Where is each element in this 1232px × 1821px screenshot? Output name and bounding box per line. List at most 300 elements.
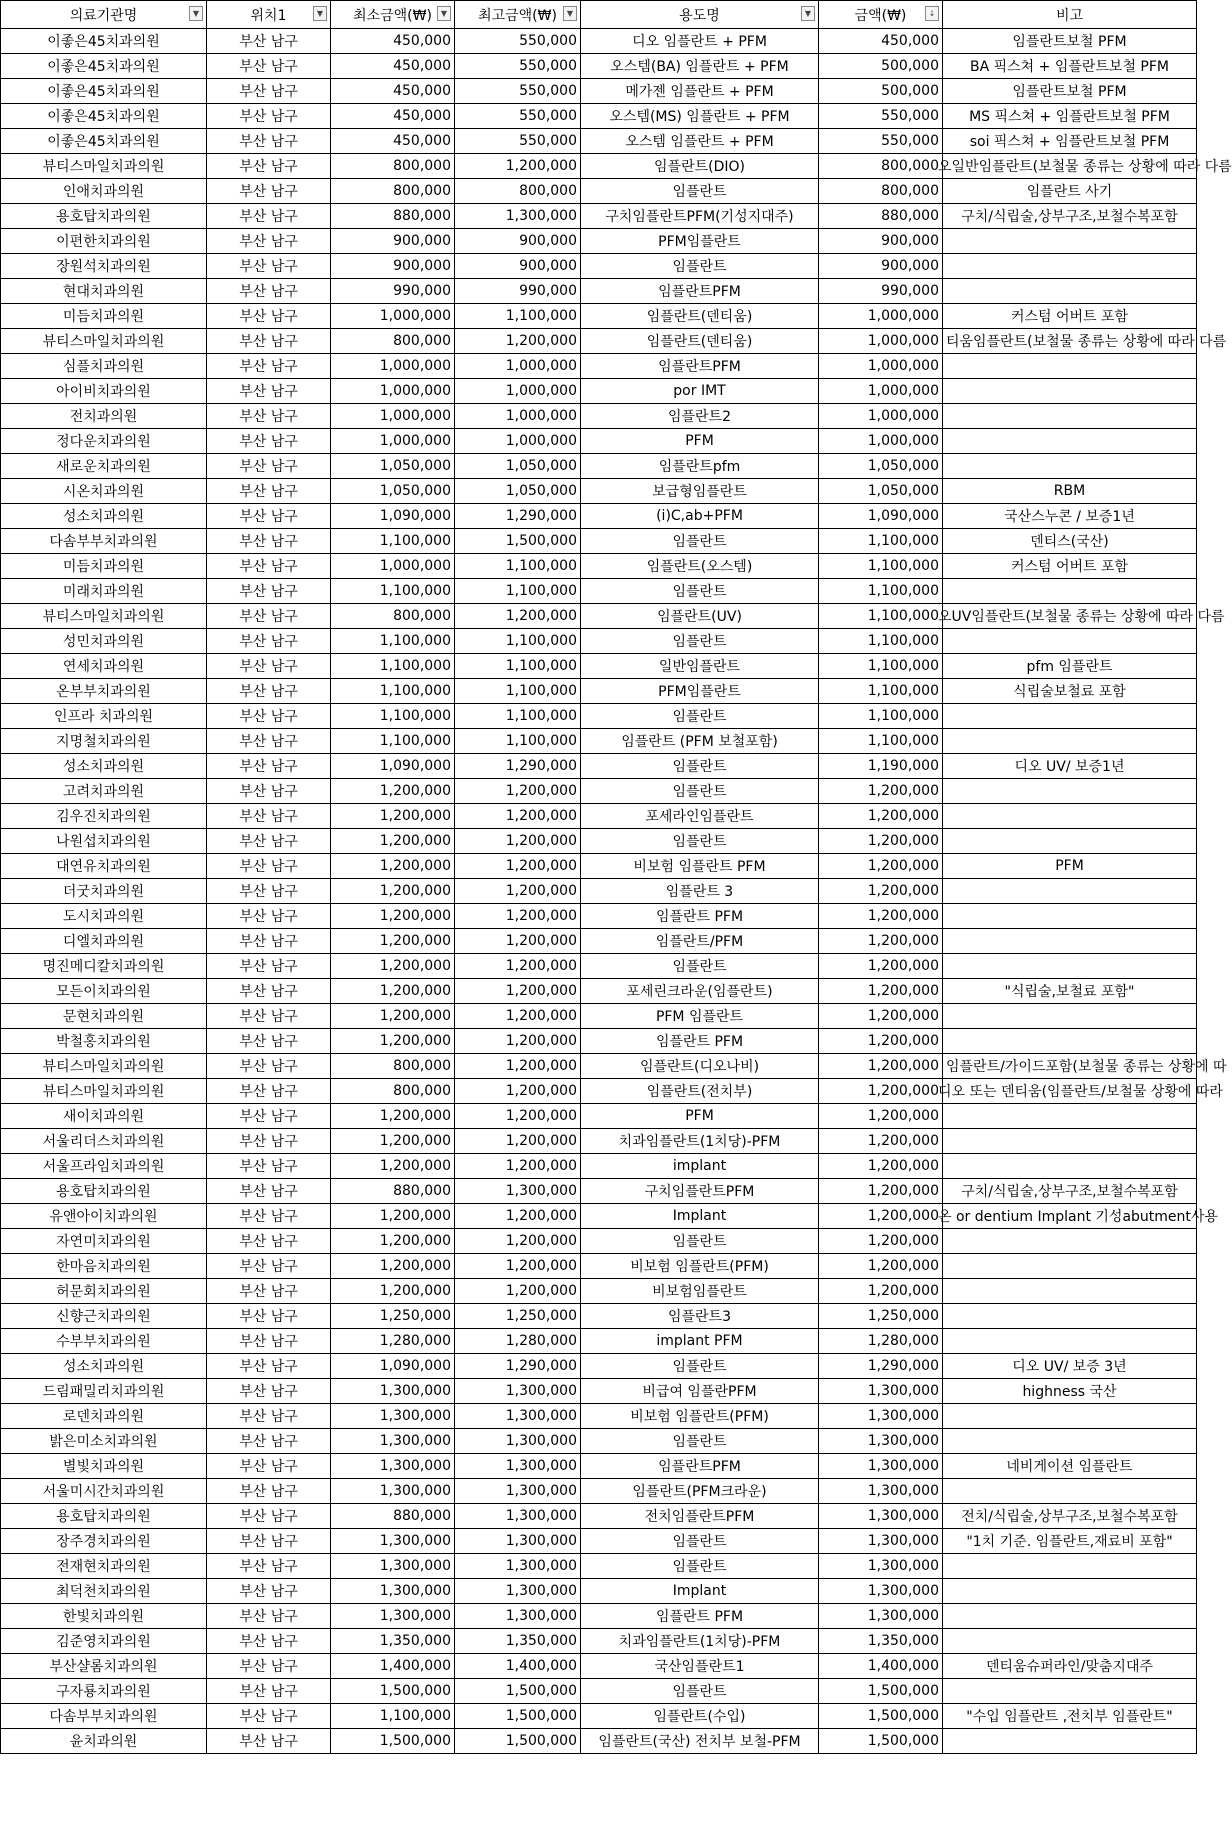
cell-amount[interactable]: 990,000 [819,279,943,304]
cell-min-amount[interactable]: 1,000,000 [331,379,455,404]
cell-min-amount[interactable]: 1,100,000 [331,529,455,554]
cell-max-amount[interactable]: 1,000,000 [455,354,581,379]
cell-max-amount[interactable]: 1,050,000 [455,454,581,479]
cell-usage-name[interactable]: 임플란트 [581,1229,819,1254]
cell-amount[interactable]: 450,000 [819,29,943,54]
cell-max-amount[interactable]: 550,000 [455,129,581,154]
cell-remarks[interactable] [943,1404,1197,1429]
cell-min-amount[interactable]: 1,300,000 [331,1479,455,1504]
cell-max-amount[interactable]: 1,280,000 [455,1329,581,1354]
cell-usage-name[interactable]: 임플란트 PFM [581,1029,819,1054]
cell-min-amount[interactable]: 1,350,000 [331,1629,455,1654]
cell-usage-name[interactable]: 임플란트PFM [581,354,819,379]
cell-amount[interactable]: 1,500,000 [819,1679,943,1704]
cell-remarks[interactable] [943,1629,1197,1654]
cell-remarks[interactable] [943,729,1197,754]
cell-min-amount[interactable]: 450,000 [331,29,455,54]
cell-usage-name[interactable]: 임플란트 [581,754,819,779]
cell-remarks[interactable]: 식립술보철료 포함 [943,679,1197,704]
cell-usage-name[interactable]: 임플란트(전치부) [581,1079,819,1104]
cell-min-amount[interactable]: 1,200,000 [331,879,455,904]
cell-institution-name[interactable]: 뷰티스마일치과의원 [1,1054,207,1079]
cell-max-amount[interactable]: 1,300,000 [455,1554,581,1579]
cell-amount[interactable]: 1,250,000 [819,1304,943,1329]
cell-max-amount[interactable]: 550,000 [455,29,581,54]
cell-remarks[interactable] [943,904,1197,929]
column-header-min-amount[interactable] [331,1,455,29]
cell-max-amount[interactable]: 1,200,000 [455,879,581,904]
cell-institution-name[interactable]: 모든이치과의원 [1,979,207,1004]
cell-max-amount[interactable]: 1,500,000 [455,1729,581,1754]
cell-usage-name[interactable]: 보급형임플란트 [581,479,819,504]
cell-institution-name[interactable]: 현대치과의원 [1,279,207,304]
cell-remarks[interactable]: 오일반임플란트(보철물 종류는 상황에 따라 다름 [943,154,1197,179]
cell-location[interactable]: 부산 남구 [207,104,331,129]
cell-remarks[interactable]: 임플란트보철 PFM [943,29,1197,54]
cell-institution-name[interactable]: 나원섭치과의원 [1,829,207,854]
cell-location[interactable]: 부산 남구 [207,1704,331,1729]
cell-usage-name[interactable]: 임플란트 [581,779,819,804]
cell-institution-name[interactable]: 로덴치과의원 [1,1404,207,1429]
cell-max-amount[interactable]: 1,200,000 [455,1004,581,1029]
cell-institution-name[interactable]: 시온치과의원 [1,479,207,504]
cell-remarks[interactable] [943,1104,1197,1129]
cell-remarks[interactable]: "1치 기준. 임플란트,재료비 포함" [943,1529,1197,1554]
cell-usage-name[interactable]: PFM임플란트 [581,679,819,704]
cell-max-amount[interactable]: 800,000 [455,179,581,204]
cell-remarks[interactable] [943,354,1197,379]
cell-location[interactable]: 부산 남구 [207,704,331,729]
cell-min-amount[interactable]: 1,300,000 [331,1454,455,1479]
cell-location[interactable]: 부산 남구 [207,1504,331,1529]
cell-usage-name[interactable]: 구치임플란트PFM(기성지대주) [581,204,819,229]
cell-remarks[interactable] [943,1279,1197,1304]
cell-usage-name[interactable]: 임플란트 [581,829,819,854]
cell-remarks[interactable] [943,804,1197,829]
cell-min-amount[interactable]: 1,100,000 [331,629,455,654]
filter-dropdown-icon[interactable]: ▼ [563,6,577,21]
cell-min-amount[interactable]: 450,000 [331,104,455,129]
cell-amount[interactable]: 1,300,000 [819,1504,943,1529]
cell-usage-name[interactable]: (i)C,ab+PFM [581,504,819,529]
cell-institution-name[interactable]: 성소치과의원 [1,754,207,779]
cell-remarks[interactable] [943,929,1197,954]
cell-institution-name[interactable]: 이편한치과의원 [1,229,207,254]
cell-institution-name[interactable]: 다솜부부치과의원 [1,1704,207,1729]
cell-institution-name[interactable]: 성소치과의원 [1,1354,207,1379]
cell-remarks[interactable] [943,279,1197,304]
cell-amount[interactable]: 1,100,000 [819,654,943,679]
cell-institution-name[interactable]: 미래치과의원 [1,579,207,604]
cell-min-amount[interactable]: 900,000 [331,254,455,279]
cell-remarks[interactable]: 구치/식립술,상부구조,보철수복포함 [943,204,1197,229]
cell-max-amount[interactable]: 1,290,000 [455,754,581,779]
cell-location[interactable]: 부산 남구 [207,1429,331,1454]
cell-location[interactable]: 부산 남구 [207,654,331,679]
cell-max-amount[interactable]: 550,000 [455,104,581,129]
cell-min-amount[interactable]: 1,100,000 [331,729,455,754]
cell-location[interactable]: 부산 남구 [207,954,331,979]
cell-institution-name[interactable]: 이좋은45치과의원 [1,129,207,154]
cell-location[interactable]: 부산 남구 [207,1279,331,1304]
cell-usage-name[interactable]: 임플란트 [581,179,819,204]
cell-remarks[interactable] [943,1029,1197,1054]
cell-min-amount[interactable]: 1,100,000 [331,654,455,679]
cell-amount[interactable]: 1,100,000 [819,704,943,729]
cell-max-amount[interactable]: 990,000 [455,279,581,304]
cell-remarks[interactable]: 디오 또는 덴티움(임플란트/보철물 상황에 따라 [943,1079,1197,1104]
cell-remarks[interactable] [943,829,1197,854]
cell-min-amount[interactable]: 1,200,000 [331,1004,455,1029]
filter-dropdown-icon[interactable]: ▼ [801,6,815,21]
cell-remarks[interactable] [943,954,1197,979]
cell-remarks[interactable] [943,1254,1197,1279]
cell-institution-name[interactable]: 새로운치과의원 [1,454,207,479]
cell-usage-name[interactable]: por IMT [581,379,819,404]
cell-usage-name[interactable]: 임플란트(디오나비) [581,1054,819,1079]
cell-amount[interactable]: 1,200,000 [819,929,943,954]
cell-usage-name[interactable]: 임플란트 (PFM 보철포함) [581,729,819,754]
cell-usage-name[interactable]: 일반임플란트 [581,654,819,679]
cell-institution-name[interactable]: 서울프라임치과의원 [1,1154,207,1179]
cell-institution-name[interactable]: 뷰티스마일치과의원 [1,329,207,354]
cell-institution-name[interactable]: 성소치과의원 [1,504,207,529]
cell-location[interactable]: 부산 남구 [207,1079,331,1104]
cell-min-amount[interactable]: 880,000 [331,204,455,229]
cell-usage-name[interactable]: 임플란트 [581,579,819,604]
cell-institution-name[interactable]: 인프라 치과의원 [1,704,207,729]
cell-max-amount[interactable]: 1,300,000 [455,204,581,229]
cell-remarks[interactable]: RBM [943,479,1197,504]
cell-max-amount[interactable]: 1,200,000 [455,1229,581,1254]
cell-min-amount[interactable]: 1,090,000 [331,1354,455,1379]
cell-max-amount[interactable]: 1,000,000 [455,404,581,429]
cell-amount[interactable]: 1,300,000 [819,1479,943,1504]
cell-min-amount[interactable]: 1,300,000 [331,1604,455,1629]
cell-min-amount[interactable]: 880,000 [331,1179,455,1204]
cell-location[interactable]: 부산 남구 [207,1029,331,1054]
cell-usage-name[interactable]: 임플란트 [581,629,819,654]
filter-dropdown-icon[interactable]: ↓ [925,6,939,21]
cell-remarks[interactable]: highness 국산 [943,1379,1197,1404]
cell-max-amount[interactable]: 1,300,000 [455,1529,581,1554]
cell-max-amount[interactable]: 1,350,000 [455,1629,581,1654]
cell-institution-name[interactable]: 문현치과의원 [1,1004,207,1029]
cell-remarks[interactable]: 디오 UV/ 보증 3년 [943,1354,1197,1379]
cell-remarks[interactable] [943,454,1197,479]
cell-min-amount[interactable]: 1,200,000 [331,829,455,854]
cell-amount[interactable]: 1,050,000 [819,454,943,479]
cell-remarks[interactable] [943,629,1197,654]
cell-remarks[interactable] [943,229,1197,254]
cell-max-amount[interactable]: 1,200,000 [455,1129,581,1154]
cell-max-amount[interactable]: 1,300,000 [455,1604,581,1629]
cell-remarks[interactable]: soi 픽스쳐 + 임플란트보철 PFM [943,129,1197,154]
cell-max-amount[interactable]: 1,000,000 [455,429,581,454]
cell-location[interactable]: 부산 남구 [207,1154,331,1179]
cell-location[interactable]: 부산 남구 [207,1654,331,1679]
cell-institution-name[interactable]: 용호탑치과의원 [1,1504,207,1529]
cell-usage-name[interactable]: 전치임플란트PFM [581,1504,819,1529]
cell-location[interactable]: 부산 남구 [207,604,331,629]
cell-remarks[interactable] [943,1554,1197,1579]
cell-institution-name[interactable]: 장원석치과의원 [1,254,207,279]
cell-max-amount[interactable]: 1,200,000 [455,1079,581,1104]
cell-usage-name[interactable]: 임플란트(PFM크라운) [581,1479,819,1504]
cell-max-amount[interactable]: 900,000 [455,229,581,254]
cell-amount[interactable]: 550,000 [819,104,943,129]
cell-min-amount[interactable]: 1,100,000 [331,679,455,704]
cell-remarks[interactable]: 전치/식립술,상부구조,보철수복포함 [943,1504,1197,1529]
cell-remarks[interactable] [943,1429,1197,1454]
cell-amount[interactable]: 1,300,000 [819,1604,943,1629]
cell-usage-name[interactable]: 비보험 임플란트 PFM [581,854,819,879]
cell-amount[interactable]: 1,200,000 [819,1254,943,1279]
cell-usage-name[interactable]: 치과임플란트(1치당)-PFM [581,1629,819,1654]
cell-min-amount[interactable]: 1,090,000 [331,754,455,779]
cell-amount[interactable]: 1,050,000 [819,479,943,504]
cell-location[interactable]: 부산 남구 [207,1479,331,1504]
cell-institution-name[interactable]: 이좋은45치과의원 [1,54,207,79]
cell-location[interactable]: 부산 남구 [207,54,331,79]
cell-remarks[interactable] [943,1229,1197,1254]
cell-min-amount[interactable]: 1,500,000 [331,1729,455,1754]
cell-amount[interactable]: 500,000 [819,54,943,79]
cell-min-amount[interactable]: 1,100,000 [331,704,455,729]
cell-max-amount[interactable]: 1,100,000 [455,679,581,704]
cell-min-amount[interactable]: 1,250,000 [331,1304,455,1329]
cell-min-amount[interactable]: 800,000 [331,329,455,354]
cell-remarks[interactable] [943,879,1197,904]
cell-min-amount[interactable]: 800,000 [331,604,455,629]
cell-remarks[interactable] [943,429,1197,454]
cell-amount[interactable]: 1,100,000 [819,629,943,654]
cell-min-amount[interactable]: 1,200,000 [331,1154,455,1179]
cell-min-amount[interactable]: 1,200,000 [331,1279,455,1304]
cell-amount[interactable]: 1,200,000 [819,1154,943,1179]
cell-max-amount[interactable]: 1,200,000 [455,929,581,954]
cell-amount[interactable]: 1,000,000 [819,404,943,429]
cell-amount[interactable]: 1,100,000 [819,729,943,754]
cell-min-amount[interactable]: 1,300,000 [331,1404,455,1429]
cell-amount[interactable]: 1,000,000 [819,329,943,354]
cell-amount[interactable]: 1,090,000 [819,504,943,529]
cell-location[interactable]: 부산 남구 [207,979,331,1004]
cell-min-amount[interactable]: 1,050,000 [331,454,455,479]
cell-amount[interactable]: 1,300,000 [819,1529,943,1554]
cell-institution-name[interactable]: 한마음치과의원 [1,1254,207,1279]
cell-institution-name[interactable]: 지명철치과의원 [1,729,207,754]
cell-min-amount[interactable]: 1,500,000 [331,1679,455,1704]
cell-max-amount[interactable]: 1,300,000 [455,1379,581,1404]
cell-usage-name[interactable]: PFM 임플란트 [581,1004,819,1029]
cell-location[interactable]: 부산 남구 [207,504,331,529]
cell-min-amount[interactable]: 800,000 [331,154,455,179]
cell-amount[interactable]: 550,000 [819,129,943,154]
cell-min-amount[interactable]: 1,200,000 [331,929,455,954]
cell-location[interactable]: 부산 남구 [207,679,331,704]
cell-remarks[interactable] [943,579,1197,604]
cell-usage-name[interactable]: 국산임플란트1 [581,1654,819,1679]
cell-max-amount[interactable]: 1,100,000 [455,704,581,729]
cell-remarks[interactable] [943,1129,1197,1154]
cell-max-amount[interactable]: 1,200,000 [455,329,581,354]
cell-min-amount[interactable]: 800,000 [331,179,455,204]
cell-remarks[interactable] [943,1154,1197,1179]
cell-amount[interactable]: 1,200,000 [819,829,943,854]
cell-min-amount[interactable]: 1,200,000 [331,1104,455,1129]
cell-remarks[interactable] [943,1479,1197,1504]
cell-usage-name[interactable]: 임플란트pfm [581,454,819,479]
cell-institution-name[interactable]: 아이비치과의원 [1,379,207,404]
cell-amount[interactable]: 1,200,000 [819,979,943,1004]
cell-usage-name[interactable]: 오스템(MS) 임플란트 + PFM [581,104,819,129]
cell-max-amount[interactable]: 1,200,000 [455,1104,581,1129]
cell-min-amount[interactable]: 1,200,000 [331,979,455,1004]
cell-location[interactable]: 부산 남구 [207,1454,331,1479]
cell-remarks[interactable] [943,779,1197,804]
cell-location[interactable]: 부산 남구 [207,829,331,854]
cell-location[interactable]: 부산 남구 [207,1604,331,1629]
cell-institution-name[interactable]: 더굿치과의원 [1,879,207,904]
cell-institution-name[interactable]: 윤치과의원 [1,1729,207,1754]
cell-institution-name[interactable]: 김준영치과의원 [1,1629,207,1654]
cell-amount[interactable]: 1,100,000 [819,679,943,704]
cell-institution-name[interactable]: 서울리더스치과의원 [1,1129,207,1154]
cell-usage-name[interactable]: 임플란트 PFM [581,904,819,929]
cell-remarks[interactable]: 덴티스(국산) [943,529,1197,554]
cell-usage-name[interactable]: 임플란트PFM [581,279,819,304]
cell-min-amount[interactable]: 450,000 [331,79,455,104]
cell-usage-name[interactable]: 임플란트(오스템) [581,554,819,579]
column-header-location[interactable] [207,1,331,29]
cell-usage-name[interactable]: 디오 임플란트 + PFM [581,29,819,54]
cell-max-amount[interactable]: 1,100,000 [455,304,581,329]
cell-usage-name[interactable]: 임플란트 PFM [581,1604,819,1629]
cell-amount[interactable]: 1,200,000 [819,1204,943,1229]
cell-location[interactable]: 부산 남구 [207,1204,331,1229]
cell-max-amount[interactable]: 1,200,000 [455,904,581,929]
cell-min-amount[interactable]: 1,200,000 [331,1229,455,1254]
cell-remarks[interactable]: 임플란트 사기 [943,179,1197,204]
cell-usage-name[interactable]: 비급여 임플란PFM [581,1379,819,1404]
cell-remarks[interactable]: 구치/식립술,상부구조,보철수복포함 [943,1179,1197,1204]
cell-institution-name[interactable]: 한빛치과의원 [1,1604,207,1629]
cell-usage-name[interactable]: 임플란트 [581,954,819,979]
cell-location[interactable]: 부산 남구 [207,1554,331,1579]
cell-max-amount[interactable]: 1,100,000 [455,729,581,754]
cell-location[interactable]: 부산 남구 [207,754,331,779]
cell-amount[interactable]: 1,200,000 [819,1054,943,1079]
cell-max-amount[interactable]: 1,200,000 [455,1204,581,1229]
cell-usage-name[interactable]: PFM [581,1104,819,1129]
cell-min-amount[interactable]: 1,200,000 [331,954,455,979]
cell-min-amount[interactable]: 1,000,000 [331,354,455,379]
cell-location[interactable]: 부산 남구 [207,1304,331,1329]
cell-usage-name[interactable]: 임플란트 [581,529,819,554]
cell-institution-name[interactable]: 인애치과의원 [1,179,207,204]
cell-amount[interactable]: 1,000,000 [819,354,943,379]
cell-location[interactable]: 부산 남구 [207,1729,331,1754]
cell-remarks[interactable] [943,1004,1197,1029]
cell-remarks[interactable] [943,1729,1197,1754]
cell-location[interactable]: 부산 남구 [207,879,331,904]
cell-usage-name[interactable]: Implant [581,1204,819,1229]
cell-remarks[interactable] [943,1304,1197,1329]
cell-amount[interactable]: 1,100,000 [819,579,943,604]
cell-location[interactable]: 부산 남구 [207,204,331,229]
cell-location[interactable]: 부산 남구 [207,904,331,929]
cell-amount[interactable]: 1,200,000 [819,1029,943,1054]
cell-institution-name[interactable]: 전재현치과의원 [1,1554,207,1579]
cell-usage-name[interactable]: 임플란트(덴티움) [581,304,819,329]
cell-remarks[interactable]: "식립술,보철료 포함" [943,979,1197,1004]
cell-institution-name[interactable]: 정다운치과의원 [1,429,207,454]
cell-amount[interactable]: 1,200,000 [819,1079,943,1104]
cell-max-amount[interactable]: 1,200,000 [455,804,581,829]
cell-max-amount[interactable]: 1,300,000 [455,1404,581,1429]
cell-remarks[interactable]: 임플란트/가이드포함(보철물 종류는 상황에 따 [943,1054,1197,1079]
cell-amount[interactable]: 1,200,000 [819,854,943,879]
cell-remarks[interactable] [943,1604,1197,1629]
cell-amount[interactable]: 1,500,000 [819,1704,943,1729]
cell-institution-name[interactable]: 미듬치과의원 [1,554,207,579]
cell-institution-name[interactable]: 다솜부부치과의원 [1,529,207,554]
cell-min-amount[interactable]: 1,300,000 [331,1579,455,1604]
cell-location[interactable]: 부산 남구 [207,304,331,329]
cell-amount[interactable]: 1,200,000 [819,1129,943,1154]
cell-min-amount[interactable]: 1,300,000 [331,1379,455,1404]
cell-min-amount[interactable]: 1,200,000 [331,1204,455,1229]
cell-usage-name[interactable]: 임플란트2 [581,404,819,429]
cell-institution-name[interactable]: 도시치과의원 [1,904,207,929]
cell-max-amount[interactable]: 1,300,000 [455,1479,581,1504]
cell-usage-name[interactable]: implant PFM [581,1329,819,1354]
cell-min-amount[interactable]: 990,000 [331,279,455,304]
cell-remarks[interactable]: 티움임플란트(보철물 종류는 상황에 따라 다름 [943,329,1197,354]
cell-location[interactable]: 부산 남구 [207,1629,331,1654]
filter-dropdown-icon[interactable]: ▼ [313,6,327,21]
cell-institution-name[interactable]: 이좋은45치과의원 [1,104,207,129]
cell-max-amount[interactable]: 1,400,000 [455,1654,581,1679]
cell-institution-name[interactable]: 이좋은45치과의원 [1,29,207,54]
cell-max-amount[interactable]: 1,500,000 [455,1679,581,1704]
cell-max-amount[interactable]: 1,500,000 [455,529,581,554]
cell-usage-name[interactable]: 임플란트(국산) 전치부 보철-PFM [581,1729,819,1754]
cell-location[interactable]: 부산 남구 [207,929,331,954]
cell-max-amount[interactable]: 1,200,000 [455,1279,581,1304]
cell-amount[interactable]: 1,400,000 [819,1654,943,1679]
cell-location[interactable]: 부산 남구 [207,404,331,429]
cell-usage-name[interactable]: PFM임플란트 [581,229,819,254]
cell-max-amount[interactable]: 1,200,000 [455,1254,581,1279]
cell-usage-name[interactable]: 치과임플란트(1치당)-PFM [581,1129,819,1154]
cell-amount[interactable]: 1,200,000 [819,1004,943,1029]
column-header-max-amount[interactable] [455,1,581,29]
cell-amount[interactable]: 800,000 [819,179,943,204]
cell-institution-name[interactable]: 밝은미소치과의원 [1,1429,207,1454]
cell-max-amount[interactable]: 1,100,000 [455,579,581,604]
cell-usage-name[interactable]: 임플란트 [581,1554,819,1579]
cell-usage-name[interactable]: 오스템(BA) 임플란트 + PFM [581,54,819,79]
cell-amount[interactable]: 1,200,000 [819,904,943,929]
cell-usage-name[interactable]: 오스템 임플란트 + PFM [581,129,819,154]
cell-usage-name[interactable]: 임플란트3 [581,1304,819,1329]
cell-max-amount[interactable]: 1,200,000 [455,1154,581,1179]
cell-institution-name[interactable]: 디엘치과의원 [1,929,207,954]
cell-location[interactable]: 부산 남구 [207,29,331,54]
cell-location[interactable]: 부산 남구 [207,279,331,304]
